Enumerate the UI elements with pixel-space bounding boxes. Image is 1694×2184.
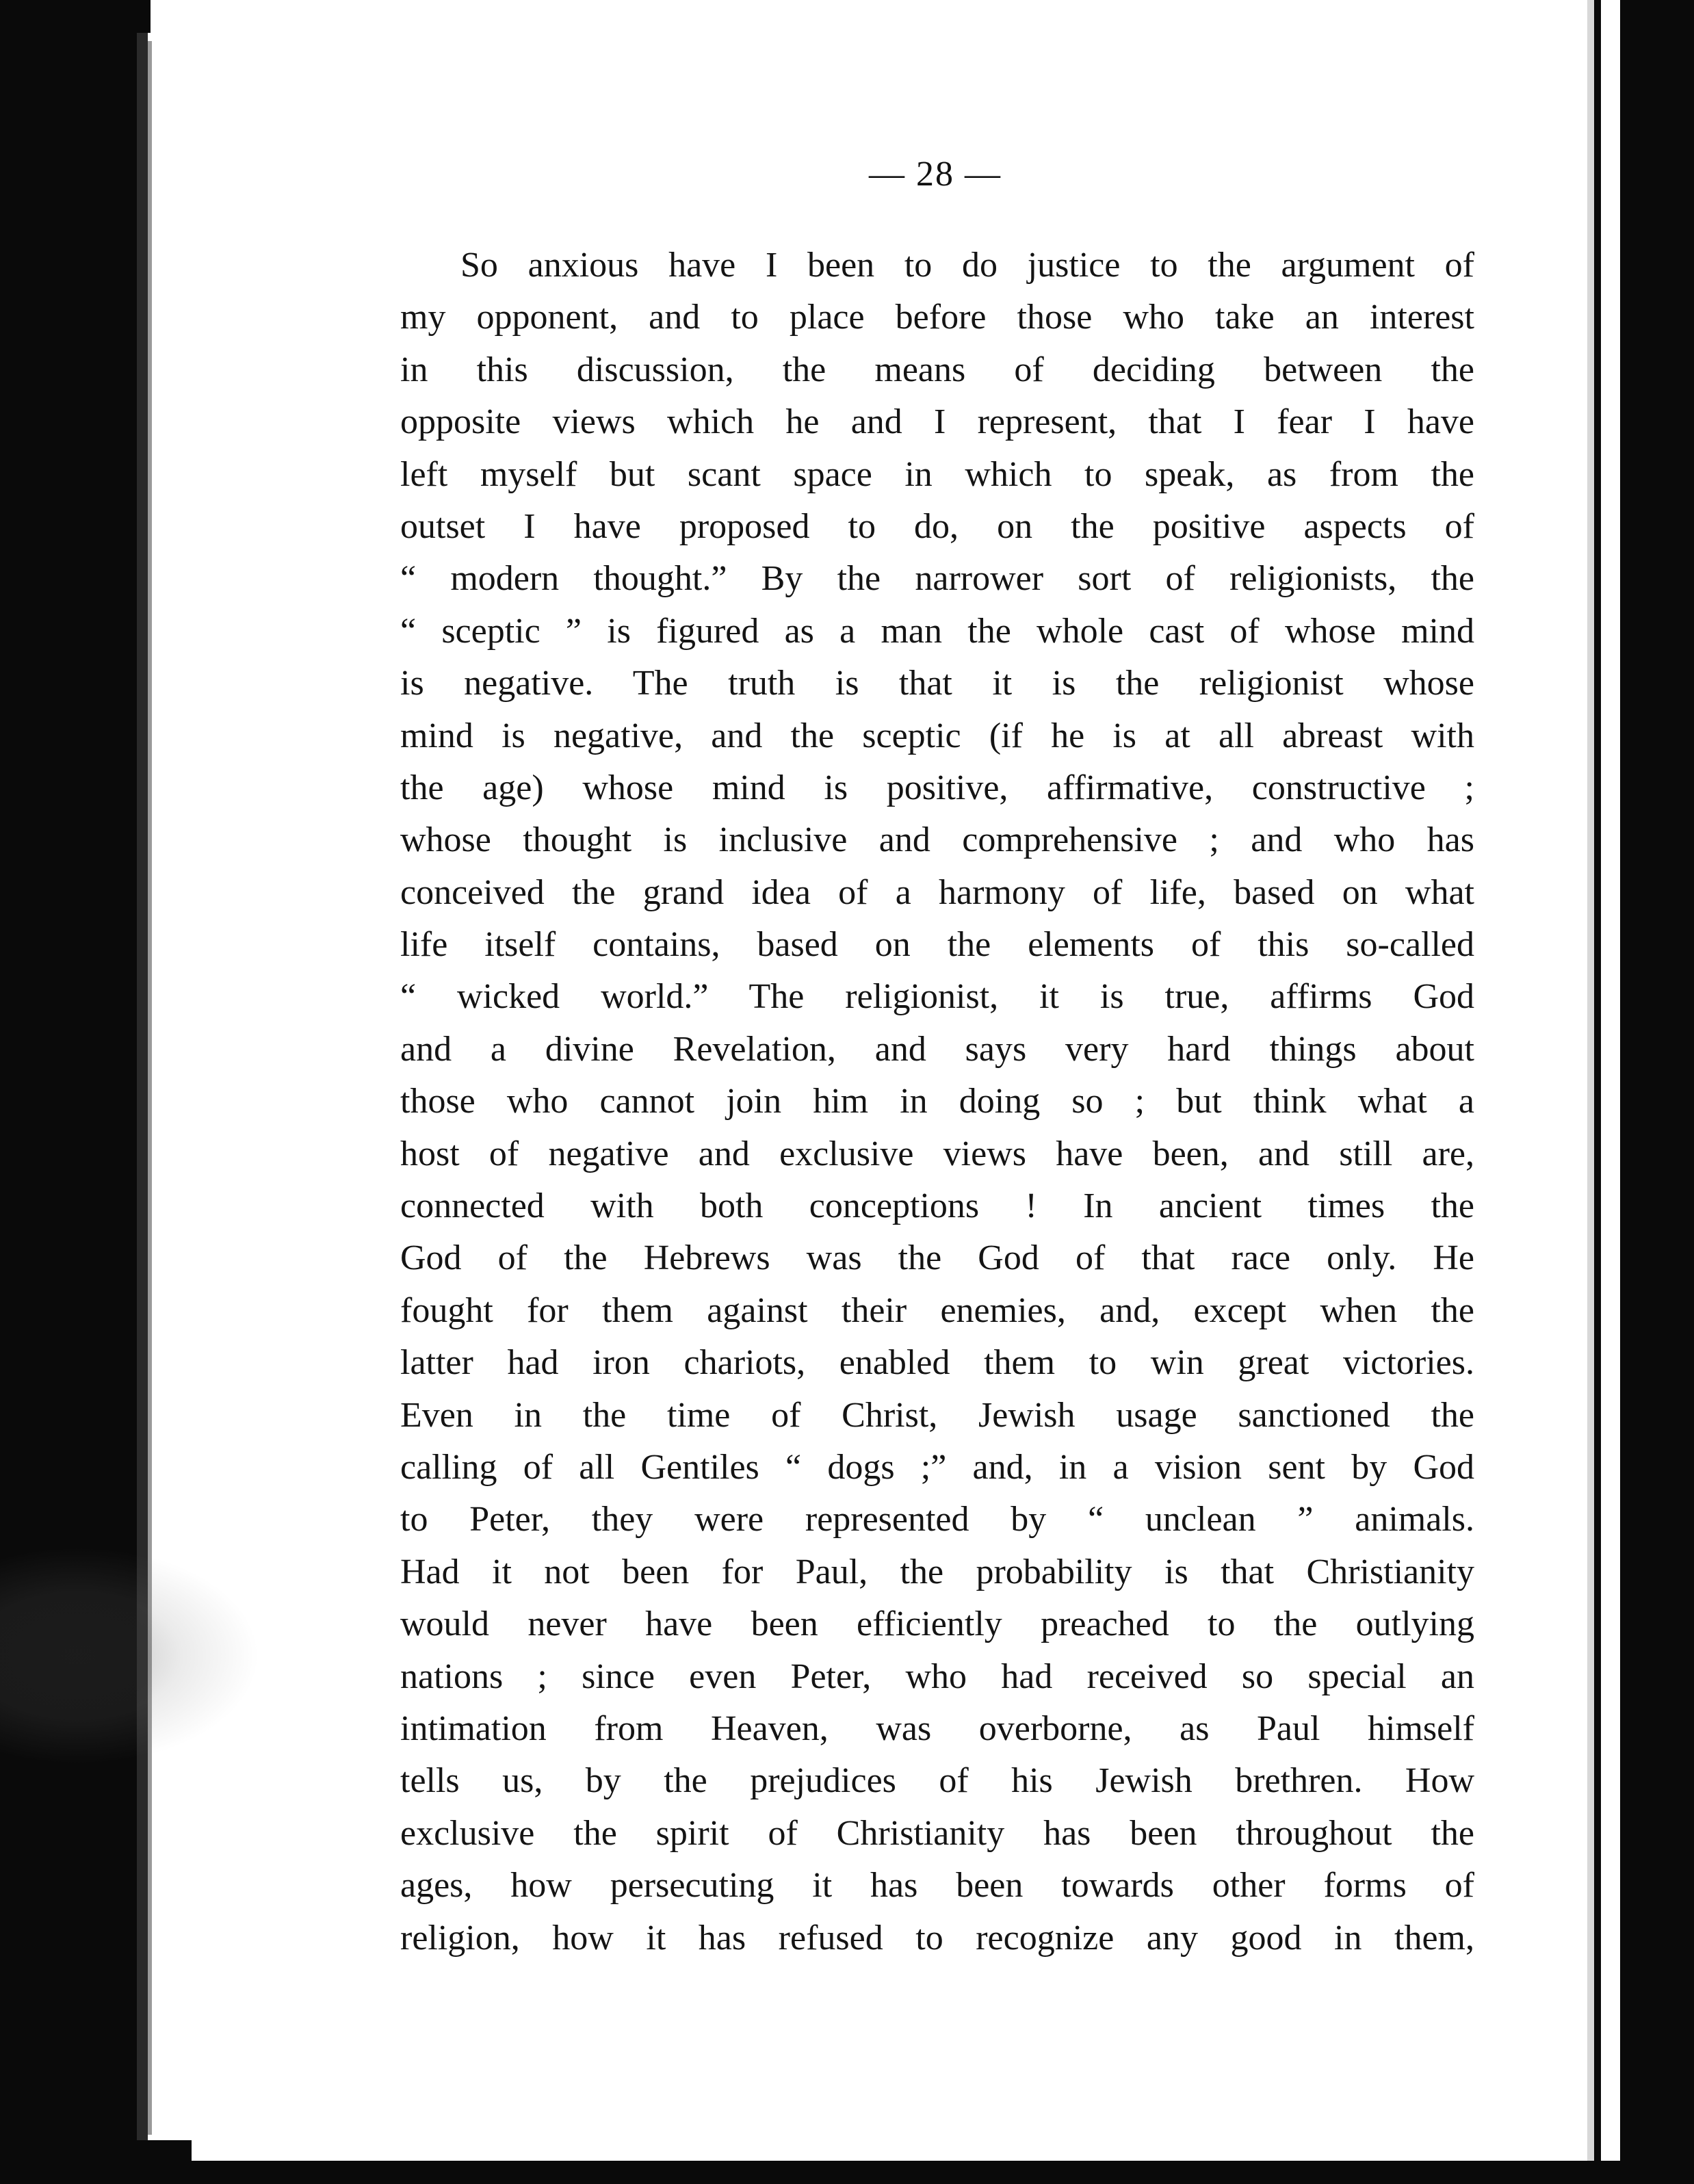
text-line: would never have been efficiently preached to the outlying bbox=[400, 1604, 1474, 1644]
binding-edge-highlight bbox=[148, 41, 152, 2135]
text-line: in this discussion, the means of deciding between the bbox=[400, 350, 1474, 389]
right-scanner-border bbox=[1620, 0, 1694, 2184]
text-line: tells us, by the prejudices of his Jewish brethren. How bbox=[400, 1761, 1474, 1801]
text-line: conceived the grand idea of a harmony of life, based on what bbox=[400, 872, 1474, 912]
text-line: outset I have proposed to do, on the positive aspects of bbox=[400, 506, 1474, 546]
text-line: connected with both conceptions ! In ancient times the bbox=[400, 1186, 1474, 1226]
binding-notch bbox=[137, 0, 151, 33]
text-line: nations ; since even Peter, who had received so special an bbox=[400, 1656, 1474, 1696]
text-line: “ wicked world.” The religionist, it is true, affirms God bbox=[400, 977, 1474, 1017]
text-line: Even in the time of Christ, Jewish usage sanctioned the bbox=[400, 1395, 1474, 1435]
text-line: whose thought is inclusive and comprehensive ; and who has bbox=[400, 820, 1474, 860]
text-line: “ sceptic ” is figured as a man the whole cast of whose mind bbox=[400, 611, 1474, 651]
body-text bbox=[400, 239, 1474, 1964]
text-line: ages, how persecuting it has been towards other forms of bbox=[400, 1866, 1474, 1906]
text-line: my opponent, and to place before those who take an interest bbox=[400, 298, 1474, 337]
page-smudge bbox=[0, 1546, 260, 1765]
page-number: — 28 — bbox=[869, 155, 1002, 194]
text-line: Had it not been for Paul, the probability is that Christianity bbox=[400, 1552, 1474, 1591]
binding-shadow bbox=[0, 0, 137, 2184]
text-line: left myself but scant space in which to speak, as from the bbox=[400, 454, 1474, 494]
text-line: those who cannot join him in doing so ; but think what a bbox=[400, 1082, 1474, 1121]
bottom-scanner-border bbox=[0, 2161, 1694, 2184]
text-line: and a divine Revelation, and says very hard things about bbox=[400, 1029, 1474, 1069]
text-line: So anxious have I been to do justice to the argument of bbox=[460, 246, 1474, 285]
text-line: host of negative and exclusive views have been, and still are, bbox=[400, 1134, 1474, 1173]
text-line: mind is negative, and the sceptic (if he is at all abreast with bbox=[400, 716, 1474, 755]
text-line: God of the Hebrews was the God of that race only. He bbox=[400, 1238, 1474, 1278]
text-line: opposite views which he and I represent, that I fear I have bbox=[400, 402, 1474, 442]
text-line: is negative. The truth is that it is the religionist whose bbox=[400, 664, 1474, 703]
text-line: to Peter, they were represented by “ unclean ” animals. bbox=[400, 1500, 1474, 1539]
right-border-line bbox=[1594, 0, 1601, 2184]
text-line: fought for them against their enemies, and, except when the bbox=[400, 1290, 1474, 1330]
text-line: calling of all Gentiles “ dogs ;” and, in a vision sent by God bbox=[400, 1447, 1474, 1487]
text-line: life itself contains, based on the elements of this so-called bbox=[400, 925, 1474, 965]
text-line: religion, how it has refused to recognize any good in them, bbox=[400, 1918, 1474, 1958]
text-line: “ modern thought.” By the narrower sort of religionists, the bbox=[400, 559, 1474, 599]
right-page-shadow bbox=[1587, 0, 1594, 2184]
binding-edge bbox=[137, 33, 148, 2140]
text-line: latter had iron chariots, enabled them to win great victories. bbox=[400, 1343, 1474, 1383]
text-line: intimation from Heaven, was overborne, as Paul himself bbox=[400, 1708, 1474, 1748]
text-line: exclusive the spirit of Christianity has been throughout the bbox=[400, 1813, 1474, 1853]
text-line: the age) whose mind is positive, affirmative, constructive ; bbox=[400, 768, 1474, 807]
